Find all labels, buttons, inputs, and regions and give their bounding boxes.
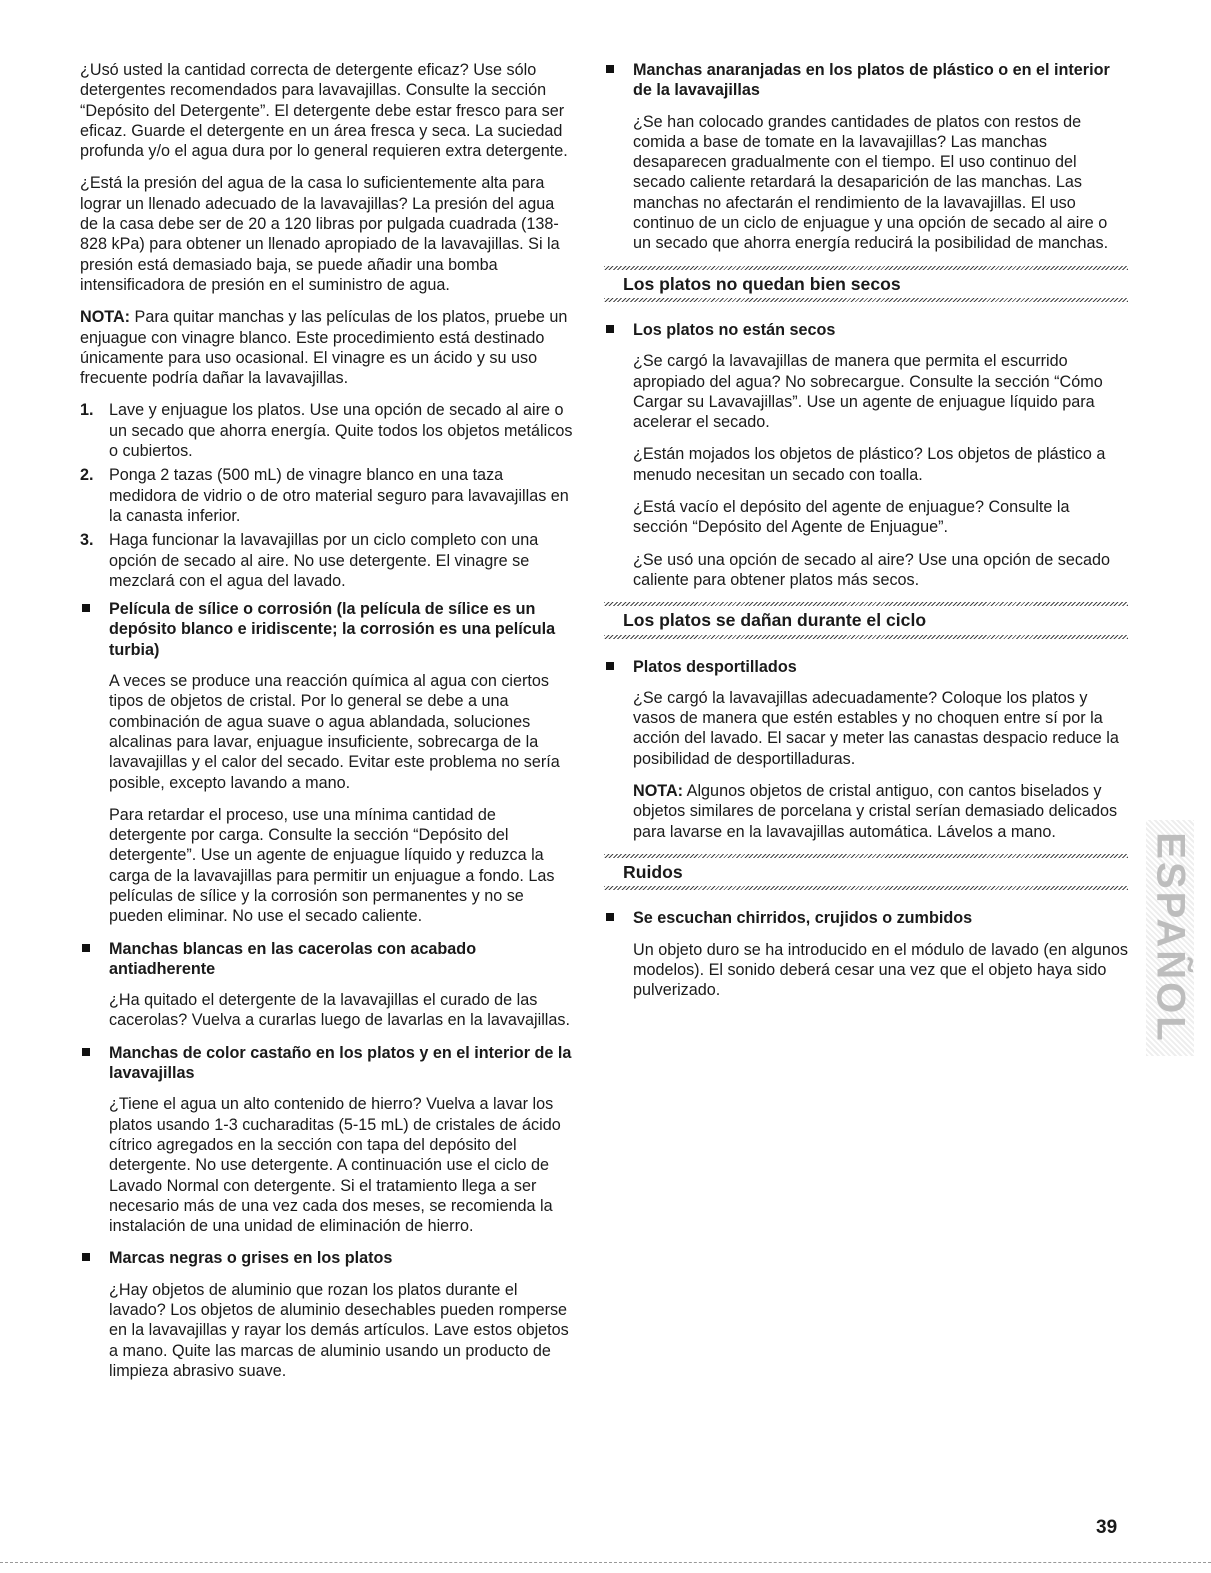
section-title: Ruidos: [623, 861, 683, 882]
paragraph: ¿Se usó una opción de secado al aire? Use una opción de secado caliente para obtener platos más secos.: [633, 550, 1110, 589]
square-bullet-icon: [82, 1253, 90, 1261]
bullet-heading: [80, 939, 574, 980]
bullet-heading-text: Platos desportillados: [633, 657, 797, 676]
square-bullet-icon: [82, 944, 90, 952]
bullet-heading-text: Manchas anaranjadas en los platos de plástico o en el interior de la lavavajillas: [633, 61, 1110, 100]
step-number: 1.: [80, 401, 94, 420]
page-bottom-divider: [0, 1562, 1211, 1564]
paragraph: ¿Tiene el agua un alto contenido de hierro? Vuelva a lavar los platos usando 1-3 cucharaditas (5-15 mL) de cristales de ácido cítrico agregados en la sección con tapa del depósito del detergente. No use detergente. A continuación use el ciclo de Lavado Normal con detergente. Si el tratamiento llega a ser necesario más de una vez cada dos meses, se recomienda la instalación de una unidad de eliminación de hierro.: [109, 1095, 561, 1236]
bullet-heading-text: Marcas negras o grises en los platos: [109, 1249, 393, 1268]
section-header: [604, 266, 1128, 302]
language-side-tab: [1146, 820, 1194, 1056]
note: [604, 781, 1128, 842]
bullet-heading: [80, 1043, 574, 1084]
paragraph: A veces se produce una reacción química al agua con ciertos tipos de objetos de cristal. Por lo general se debe a una combinación de agua suave o agua ablandada, soluciones alcalinas para lavar, enjuague insuficiente, sobrecarga de la lavavajillas y el calor del secado. Evitar este problema no sería posible, excepto lavando a mano.: [109, 672, 560, 792]
bullet-heading: [604, 320, 1128, 340]
paragraph: Un objeto duro se ha introducido en el módulo de lavado (en algunos modelos). El sonido deberá cesar una vez que el objeto haya sido pulverizado.: [633, 940, 1128, 1000]
hatched-divider: [604, 886, 1128, 890]
paragraph: ¿Están mojados los objetos de plástico? Los objetos de plástico a menudo necesitan un secado con toalla.: [633, 445, 1106, 484]
hatched-divider: [604, 635, 1128, 639]
hatched-divider: [604, 298, 1128, 302]
note: [80, 307, 574, 388]
step-number: 2.: [80, 466, 94, 485]
section-title: Los platos no quedan bien secos: [623, 273, 901, 294]
bullet-heading: [80, 599, 574, 660]
bullet-heading: [604, 657, 1128, 677]
page-number: 39: [1096, 1517, 1118, 1538]
bullet-heading-text: Los platos no están secos: [633, 320, 836, 339]
paragraph: ¿Está la presión del agua de la casa lo suficientemente alta para lograr un llenado adecuado de la lavavajillas? La presión del agua de la casa debe ser de 20 a 120 libras por pulgada cuadrada (138-828 kPa) para obtener un llenado apropiado de la lavavajillas. Si la presión está demasiado baja, se puede añadir una bomba intensificadora de presión en el suministro de agua.: [80, 174, 560, 294]
paragraph: ¿Se cargó la lavavajillas de manera que permita el escurrido apropiado del agua? No sobrecargue. Consulte la sección “Cómo Cargar su Lavavajillas”. Use un agente de enjuague líquido para acelerar el secado.: [633, 352, 1103, 432]
bullet-heading: [604, 908, 1128, 928]
note-label: NOTA:: [633, 782, 684, 801]
steps-list: [80, 400, 574, 591]
paragraph: ¿Hay objetos de aluminio que rozan los platos durante el lavado? Los objetos de aluminio desechables pueden romperse en la lavavajillas y rayar los demás artículos. Lave estos objetos a mano. Quite las marcas de aluminio usando un producto de limpieza abrasivo suave.: [109, 1280, 569, 1380]
language-tab-label: ESPAÑOL: [1148, 832, 1193, 1044]
left-column: [80, 60, 574, 1393]
right-column: [604, 60, 1128, 1012]
bullet-heading: [604, 60, 1128, 101]
bullet-heading-text: Película de sílice o corrosión (la película de sílice es un depósito blanco e iridiscente; la corrosión es una película turbia): [109, 600, 556, 659]
section-title: Los platos se dañan durante el ciclo: [623, 610, 927, 631]
paragraph: ¿Se han colocado grandes cantidades de platos con restos de comida a base de tomate en la lavavajillas? Las manchas desaparecen gradualmente con el tiempo. El uso continuo del secado caliente retardará la desaparición de las manchas. Las manchas no afectarán el rendimiento de la lavavajillas. El uso continuo de un ciclo de enjuague y una opción de secado al aire o un secado que ahorra energía reducirá la posibilidad de manchas.: [633, 112, 1109, 253]
bullet-heading-text: Manchas blancas en las cacerolas con acabado antiadherente: [109, 939, 477, 978]
section-header: [604, 602, 1128, 638]
list-item: [80, 400, 574, 461]
step-text: Lave y enjuague los platos. Use una opción de secado al aire o un secado que ahorra energía. Quite todos los objetos metálicos o cubiertos.: [109, 401, 573, 461]
square-bullet-icon: [82, 604, 90, 612]
bullet-heading-text: Manchas de color castaño en los platos y en el interior de la lavavajillas: [109, 1043, 572, 1083]
square-bullet-icon: [606, 65, 614, 73]
list-item: [80, 530, 574, 591]
square-bullet-icon: [606, 662, 614, 670]
bullet-heading: [80, 1248, 574, 1268]
square-bullet-icon: [606, 325, 614, 333]
note-label: NOTA:: [80, 308, 131, 327]
bullet-heading-text: Se escuchan chirridos, crujidos o zumbidos: [633, 909, 973, 928]
square-bullet-icon: [82, 1048, 90, 1056]
paragraph: Para retardar el proceso, use una mínima cantidad de detergente por carga. Consulte la sección “Depósito del detergente”. Use un agente de enjuague líquido y reduzca la carga de la lavavajillas para permitir un enjuague a fondo. Las películas de sílice y la corrosión son permanentes y no se pueden eliminar. No use el secado caliente.: [109, 805, 555, 926]
step-text: Haga funcionar la lavavajillas por un ciclo completo con una opción de secado al aire. No use detergente. El vinagre se mezclará con el agua del lavado.: [109, 531, 539, 590]
note-text: Para quitar manchas y las películas de los platos, pruebe un enjuague con vinagre blanco. Este procedimiento está destinado únicamente para uso ocasional. El vinagre es un ácido y su uso frecuente podría dañar la lavavajillas.: [80, 308, 568, 388]
step-text: Ponga 2 tazas (500 mL) de vinagre blanco en una taza medidora de vidrio o de otro material seguro para lavavajillas en la canasta inferior.: [109, 466, 569, 525]
paragraph: ¿Está vacío el depósito del agente de enjuague? Consulte la sección “Depósito del Agente de Enjuague”.: [633, 498, 1070, 537]
step-number: 3.: [80, 531, 94, 550]
paragraph: ¿Usó usted la cantidad correcta de detergente eficaz? Use sólo detergentes recomendados para lavavajillas. Consulte la sección “Depósito del Detergente”. El detergente debe estar fresco para ser eficaz. Guarde el detergente en un área fresca y seca. La suciedad profunda y/o el agua dura por lo general requieren extra detergente.: [80, 61, 568, 161]
paragraph: ¿Se cargó la lavavajillas adecuadamente? Coloque los platos y vasos de manera que estén estables y no choquen entre sí por la acción del lavado. El sacar y meter las canastas despacio reduce la posibilidad de desportilladuras.: [633, 688, 1119, 768]
square-bullet-icon: [606, 913, 614, 921]
list-item: [80, 465, 574, 526]
paragraph: ¿Ha quitado el detergente de la lavavajillas el curado de las cacerolas? Vuelva a curarlas luego de lavarlas en la lavavajillas.: [109, 991, 570, 1030]
note-text: Algunos objetos de cristal antiguo, con cantos biselados y objetos similares de porcelana y cristal serían demasiado delicados para lavarse en la lavavajillas automática. Lávelos a mano.: [633, 782, 1118, 841]
section-header: [604, 854, 1128, 890]
